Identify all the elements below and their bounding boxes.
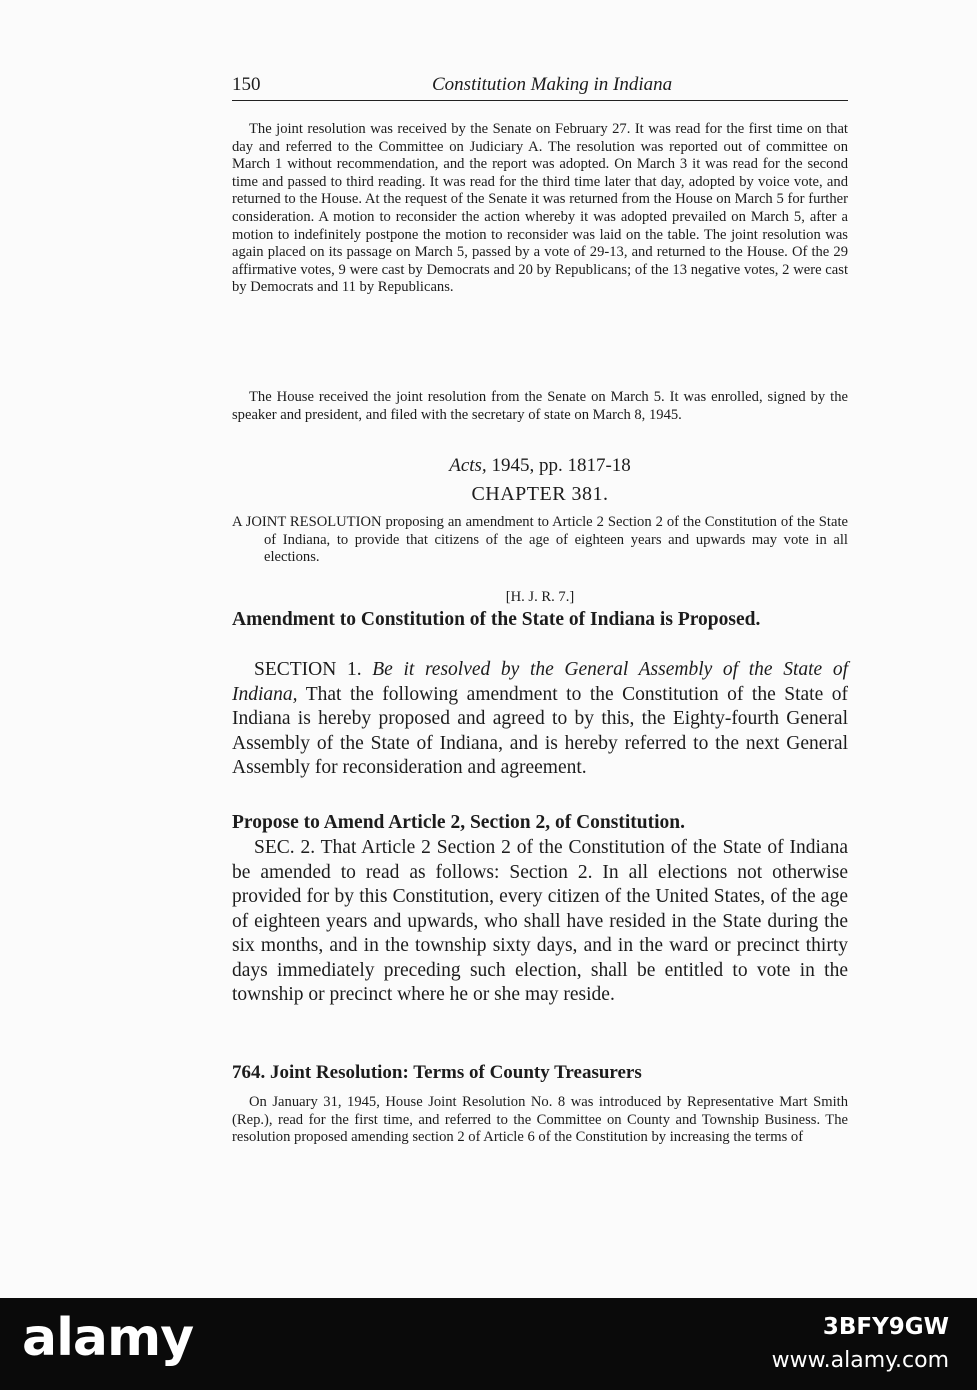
resolution-title: A JOINT RESOLUTION proposing an amendment to Article 2 Section 2 of the Constitution of the State of Indiana, to provide that citizens of the age of eighteen years and upwards may vote in all elections. [232,514,848,566]
section-1-body: That the following amendment to the Constitution of the State of Indiana is hereby proposed and agreed to by this, the Eighty-fourth General Assembly of the State of Indiana, and is hereby referred to the next General Assembly for reconsideration and agreement. [232,683,848,778]
amendment-heading: Amendment to Constitution of the State of Indiana is Proposed. [232,609,761,630]
image-id: 3BFY9GW [822,1314,949,1340]
section-1-paragraph [232,658,848,781]
section-764-paragraph: On January 31, 1945, House Joint Resolution No. 8 was introduced by Representative Mart Smith (Rep.), read for the first time, and referred to the Committee on County and Township Business. The resolution proposed amending section 2 of Article 6 of the Constitution by increasing the terms of [232,1094,848,1146]
watermark-bar [0,1298,977,1390]
section-1-enacting-clause: Be it resolved by the General Assembly of the State of Indiana, [232,659,848,705]
running-title: Constitution Making in Indiana [432,74,673,95]
acts-citation-rest: 1945, pp. 1817-18 [486,455,631,476]
hjr-number: [H. J. R. 7.] [505,589,575,605]
page-number: 150 [232,74,261,95]
page-header [232,74,848,101]
acts-citation [232,455,848,477]
chapter-heading: CHAPTER 381. [471,483,609,505]
section-764-heading: 764. Joint Resolution: Terms of County Treasurers [232,1062,642,1083]
senate-proceedings-paragraph: The joint resolution was received by the Senate on February 27. It was read for the first time on that day and referred to the Committee on Judiciary A. The resolution was reported out of committee on March 1 without recommendation, and the report was adopted. On March 3 it was read for the second time and passed to third reading. It was read for the third time later that day, adopted by voice vote, and returned to the House. At the request of the Senate it was returned from the House on March 5 for further consideration. A motion to reconsider the action whereby it was adopted prevailed on March 5, after a motion to indefinitely postpone the motion to reconsider was laid on the table. The joint resolution was again placed on its passage on March 5, passed by a vote of 29-13, and returned to the House. Of the 29 affirmative votes, 9 were cast by Democrats and 20 by Republicans; of the 13 negative votes, 2 were cast by Democrats and 11 by Republicans. [232,121,848,296]
alamy-logo: alamy [22,1308,194,1368]
house-enrollment-paragraph: The House received the joint resolution from the Senate on March 5. It was enrolled, signed by the speaker and president, and filed with the secretary of state on March 8, 1945. [232,389,848,423]
propose-amend-heading: Propose to Amend Article 2, Section 2, of Constitution. [232,812,685,833]
section-1-lead: SECTION 1. [254,659,373,680]
section-2-paragraph: SEC. 2. That Article 2 Section 2 of the Constitution of the State of Indiana be amended to read as follows: Section 2. In all elections not otherwise provided for by this Constitution, every citizen of the United States, of the age of eighteen years and upwards, who shall have resided in the State during the six months, and in the township sixty days, and in the ward or precinct thirty days immediately preceding such election, shall be entitled to vote in the township or precinct where he or she may reside. [232,837,848,1005]
site-url: www.alamy.com [771,1348,949,1373]
acts-citation-italic: Acts, [449,455,487,476]
